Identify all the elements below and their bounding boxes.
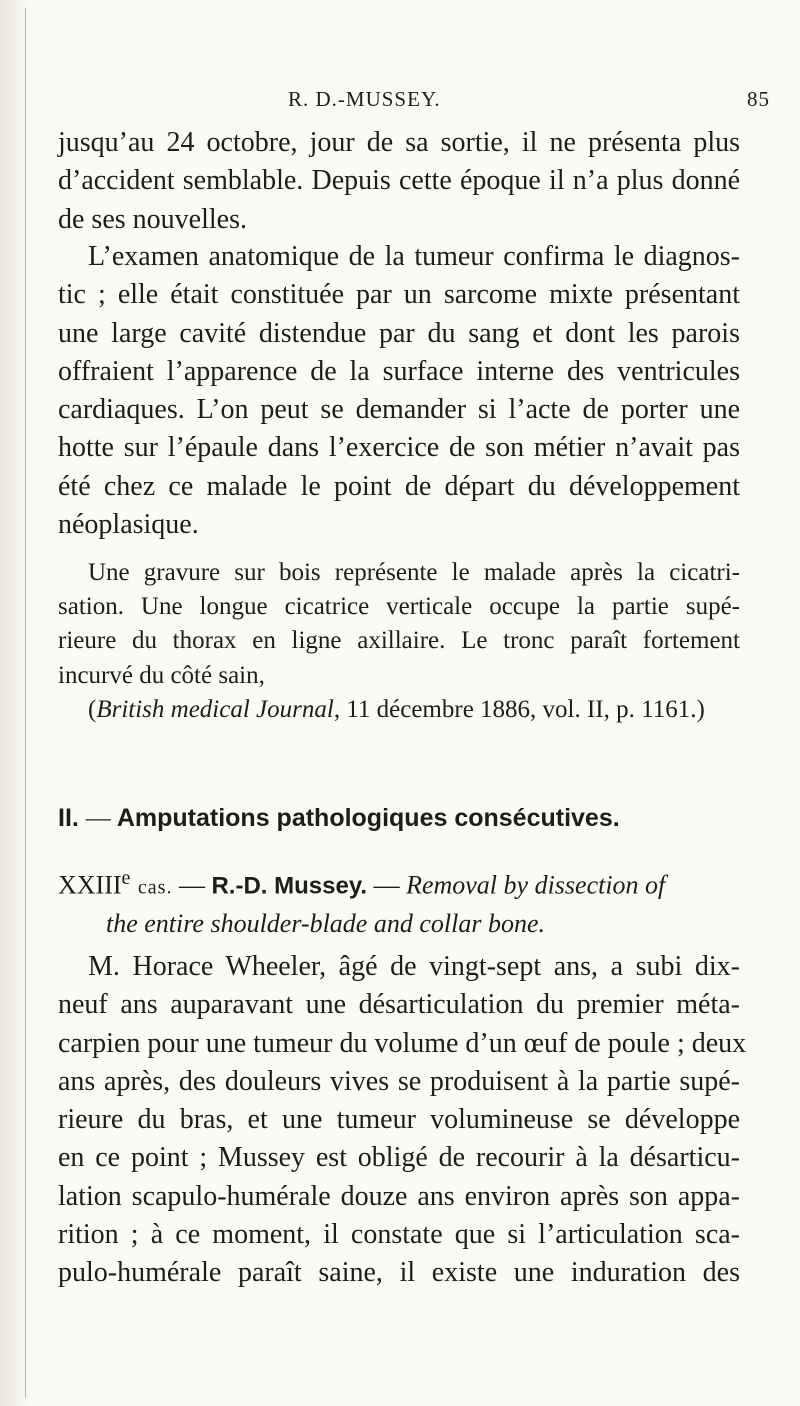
text-line: M. Horace Wheeler, âgé de vingt-sept ans, a subi dix- — [88, 951, 740, 982]
citation-details: , 11 décembre 1886, vol. II, p. 1161.) — [333, 695, 705, 723]
text-line: rieure du bras, et une tumeur volumineuse se développe — [58, 1104, 740, 1136]
text-line: rition ; à ce moment, il constate que si l’articulation sca- — [58, 1219, 740, 1251]
text-line: pulo-humérale paraît saine, il existe une induration des — [58, 1257, 740, 1289]
citation-line — [40, 693, 740, 727]
case-dash-2: — — [373, 870, 400, 900]
text-line: tic ; elle était constituée par un sarcome mixte présentant — [58, 279, 740, 311]
text-line: offraient l’apparence de la surface interne des ventricules — [58, 355, 740, 387]
case-author: R.-D. Mussey. — [211, 872, 368, 900]
text-line: Une gravure sur bois représente le malade après la cicatri- — [88, 559, 740, 586]
paragraph-4 — [40, 948, 747, 1293]
text-line: sation. Une longue cicatrice verticale occupe la partie supé- — [58, 593, 740, 621]
text-line: incurvé du côté sain, — [58, 661, 265, 689]
section-number: II. — [58, 804, 79, 832]
text-line: d’accident semblable. Depuis cette époque il n’a plus donné — [58, 165, 740, 197]
case-heading — [58, 860, 748, 942]
page-number: 85 — [747, 87, 770, 111]
case-dash: — — [178, 870, 205, 900]
text-line: rieure du thorax en ligne axillaire. Le tronc paraît fortement — [58, 627, 740, 655]
citation-journal: British medical Journal — [96, 695, 334, 723]
text-line: neuf ans auparavant une désarticulation du premier méta- — [58, 989, 740, 1021]
text-line: ans après, des douleurs vives se produisent à la partie supé- — [58, 1065, 740, 1097]
page-binding-line — [25, 8, 26, 1398]
paragraph-1 — [40, 124, 740, 239]
case-title-line-2: the entire shoulder-blade and collar bone. — [106, 908, 545, 938]
section-dash: — — [85, 805, 111, 832]
case-number-superscript: e — [121, 867, 132, 889]
paragraph-3-engraving-note — [40, 556, 740, 727]
running-head-title: R. D.-MUSSEY. — [288, 87, 441, 111]
text-line: été chez ce malade le point de départ du développement — [58, 470, 740, 502]
case-heading-line-2 — [58, 906, 748, 942]
text-line: une large cavité distendue par du sang et dont les parois — [58, 317, 740, 349]
text-line: de ses nouvelles. — [58, 203, 247, 235]
running-head — [40, 87, 770, 111]
text-line: en ce point ; Mussey est obligé de recourir à la désarticu- — [58, 1142, 740, 1174]
case-title-line-1: Removal by dissection of — [406, 870, 666, 900]
section-title: Amputations pathologiques consécutives. — [116, 804, 620, 832]
case-label: cas. — [137, 876, 173, 899]
text-line: lation scapulo-humérale douze ans environ après son appa- — [58, 1180, 740, 1212]
case-number: XXIII — [58, 870, 122, 900]
text-line: carpien pour une tumeur du volume d’un œuf de poule ; deux — [58, 1027, 747, 1059]
text-line: cardiaques. L’on peut se demander si l’acte de porter une — [58, 394, 740, 426]
text-line: jusqu’au 24 octobre, jour de sa sortie, il ne présenta plus — [58, 127, 740, 158]
text-line: L’examen anatomique de la tumeur confirma le diagnos- — [88, 241, 740, 272]
section-heading — [58, 804, 738, 833]
text-line: néoplasique. — [58, 509, 199, 541]
paragraph-2 — [40, 238, 740, 544]
citation-open: ( — [88, 695, 97, 723]
text-line: hotte sur l’épaule dans l’exercice de son métier n’avait pas — [58, 432, 740, 464]
case-heading-line-1 — [58, 860, 748, 906]
